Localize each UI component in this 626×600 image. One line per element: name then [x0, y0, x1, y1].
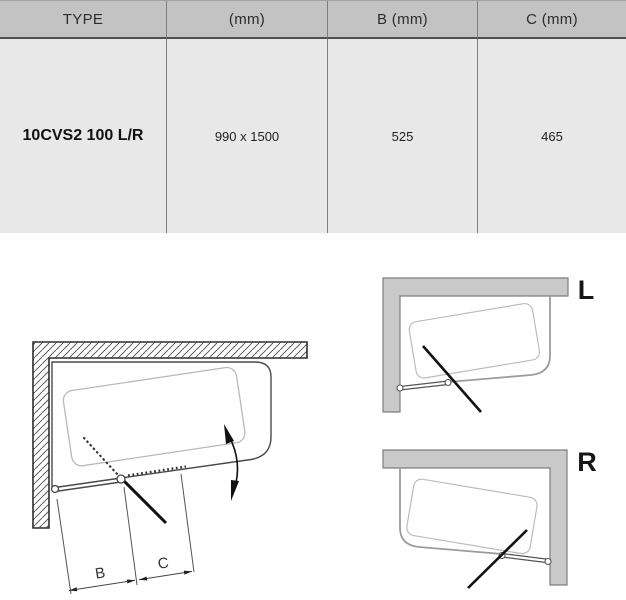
bathtub-outline	[406, 478, 539, 555]
row-type-value: 10CVS2 100 L/R	[0, 39, 166, 233]
col-header-type: TYPE	[0, 1, 166, 39]
col-header-mm: (mm)	[166, 1, 327, 39]
panel-open-line	[423, 346, 481, 412]
bathtub-outline	[408, 302, 541, 379]
dim-line-c	[139, 571, 192, 579]
panel-open-line	[122, 479, 166, 523]
bath-enclosure-line	[400, 468, 502, 554]
dimension-b-label: B	[94, 564, 107, 583]
row-c-value: 465	[477, 39, 626, 233]
ext-line-right	[181, 474, 194, 572]
hinge	[117, 475, 125, 483]
wall-solid-r	[383, 450, 567, 585]
wall-anchor	[397, 385, 403, 391]
technical-diagrams	[0, 232, 626, 600]
wall-anchor	[52, 486, 59, 493]
panel-pivoted-dotted-line	[84, 438, 118, 475]
diagram-right-variant	[383, 447, 597, 588]
bath-enclosure-line	[448, 296, 550, 382]
left-variant-label: L	[577, 275, 595, 305]
wall-solid-l	[383, 278, 568, 412]
ext-line-middle	[124, 487, 137, 585]
right-variant-label: R	[577, 447, 597, 477]
wall-hatched	[33, 342, 307, 528]
screen-rail-line	[502, 557, 550, 563]
diagram-top-view	[33, 342, 307, 594]
col-header-c-mm: C (mm)	[477, 1, 626, 39]
row-b-value: 525	[327, 39, 477, 233]
swing-arrow-head-down-icon	[231, 480, 239, 501]
wall-anchor	[545, 559, 551, 565]
bathtub-outline	[62, 366, 246, 467]
diagram-left-variant	[383, 275, 594, 412]
col-header-b-mm: B (mm)	[327, 1, 477, 39]
row-size-value: 990 x 1500	[166, 39, 327, 233]
ext-line-left	[57, 499, 71, 594]
spec-table	[0, 0, 626, 232]
panel-closed-dotted-line	[128, 467, 186, 476]
hinge	[445, 380, 451, 386]
swing-arrow-head-up-icon	[224, 424, 234, 444]
screen-rail-line	[502, 554, 550, 560]
dimension-c-label: C	[156, 554, 170, 573]
